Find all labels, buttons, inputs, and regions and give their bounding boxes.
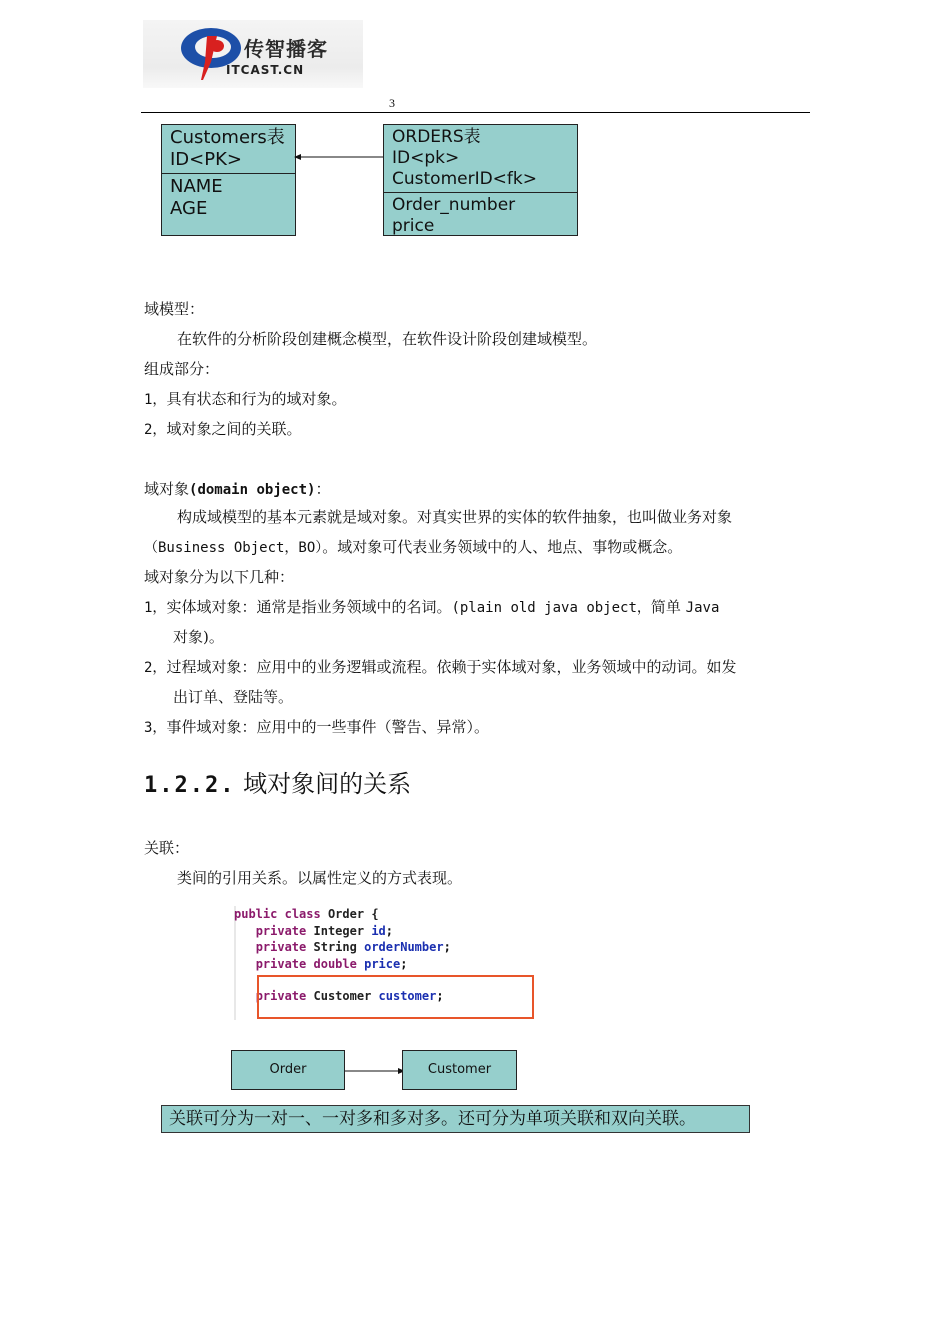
uml-customer-box: Customer xyxy=(402,1050,517,1090)
domain-model-label: 域模型： xyxy=(144,300,205,318)
highlight-box xyxy=(257,975,534,1019)
list-number: 1， xyxy=(144,600,167,616)
association-label: 关联： xyxy=(144,839,190,857)
list-text: 事件域对象：应用中的一些事件（警告、异常）。 xyxy=(166,718,489,736)
list-text-mono: (plain old java object， xyxy=(451,600,651,616)
section-number: 1.2.2. xyxy=(144,773,236,798)
list-number: 3， xyxy=(144,720,167,736)
type-item xyxy=(144,712,489,743)
domain-object-label-colon: ： xyxy=(315,480,331,498)
code-line: private Customer customer; xyxy=(255,989,444,1003)
customers-table-box xyxy=(161,124,296,236)
domain-model-desc: 在软件的分析阶段创建概念模型，在软件设计阶段创建域模型。 xyxy=(177,330,598,348)
domain-object-label-cn: 域对象 xyxy=(144,480,190,498)
domain-object-label-en: (domain object) xyxy=(189,482,316,498)
association-note: 关联可分为一对一、一对多和多对多。还可分为单项关联和双向关联。 xyxy=(161,1105,750,1133)
domain-object-desc-2 xyxy=(144,532,682,563)
list-number: 1， xyxy=(144,392,167,408)
list-number: 2， xyxy=(144,422,167,438)
code-line: public class Order { xyxy=(234,907,379,921)
list-number: 2， xyxy=(144,660,167,676)
components-label: 组成部分： xyxy=(144,360,220,378)
list-text: 简单 xyxy=(650,598,686,616)
list-text: 实体域对象：通常是指业务领域中的名词。 xyxy=(166,598,452,616)
page-number: 3 xyxy=(389,96,395,110)
type-item xyxy=(144,652,736,683)
domain-object-heading xyxy=(144,474,330,505)
list-text: 具有状态和行为的域对象。 xyxy=(166,390,347,408)
component-item xyxy=(144,414,301,445)
logo-chinese-name: 传智播客 xyxy=(244,37,328,61)
orders-table-box xyxy=(383,124,578,236)
header-rule xyxy=(141,112,810,113)
orders-table-title: ORDERS表 xyxy=(392,127,481,147)
component-item xyxy=(144,384,346,415)
domain-object-desc-2-cn: 。域对象可代表业务领域中的人、地点、事物或概念。 xyxy=(322,538,683,556)
section-title: 域对象间的关系 xyxy=(243,770,412,798)
business-object-text: （Business Object，BO） xyxy=(144,540,323,556)
type-item-cont: 出订单、登陆等。 xyxy=(173,688,294,706)
list-text: 过程域对象：应用中的业务逻辑或流程。依赖于实体域对象，业务领域中的动词。如发 xyxy=(166,658,737,676)
orders-field-price: price xyxy=(392,216,435,236)
customers-field-name: NAME xyxy=(170,176,223,197)
domain-object-desc-1: 构成域模型的基本元素就是域对象。对真实世界的实体的软件抽象，也叫做业务对象 xyxy=(177,508,733,526)
orders-fk: CustomerID<fk> xyxy=(392,169,537,189)
customers-field-age: AGE xyxy=(170,198,208,219)
customers-table-title: Customers表 xyxy=(170,127,285,148)
code-line: private Integer id; xyxy=(255,923,393,938)
logo-english-name: ITCAST.CN xyxy=(226,63,305,77)
code-line: private String orderNumber; xyxy=(255,940,451,954)
types-label: 域对象分为以下几种： xyxy=(144,568,295,586)
fk-reference-arrow xyxy=(294,150,386,164)
section-heading xyxy=(144,764,411,799)
association-arrow xyxy=(344,1064,406,1078)
list-text-mono: Java xyxy=(685,600,720,616)
code-line: private double price; xyxy=(255,956,408,971)
association-desc: 类间的引用关系。以属性定义的方式表现。 xyxy=(177,869,463,887)
list-text: 域对象之间的关联。 xyxy=(166,420,302,438)
orders-field-order-number: Order_number xyxy=(392,195,516,215)
type-item xyxy=(144,592,719,623)
orders-pk: ID<pk> xyxy=(392,148,460,168)
customers-pk: ID<PK> xyxy=(170,149,242,170)
uml-order-box: Order xyxy=(231,1050,345,1090)
type-item-cont: 对象)。 xyxy=(173,628,224,646)
